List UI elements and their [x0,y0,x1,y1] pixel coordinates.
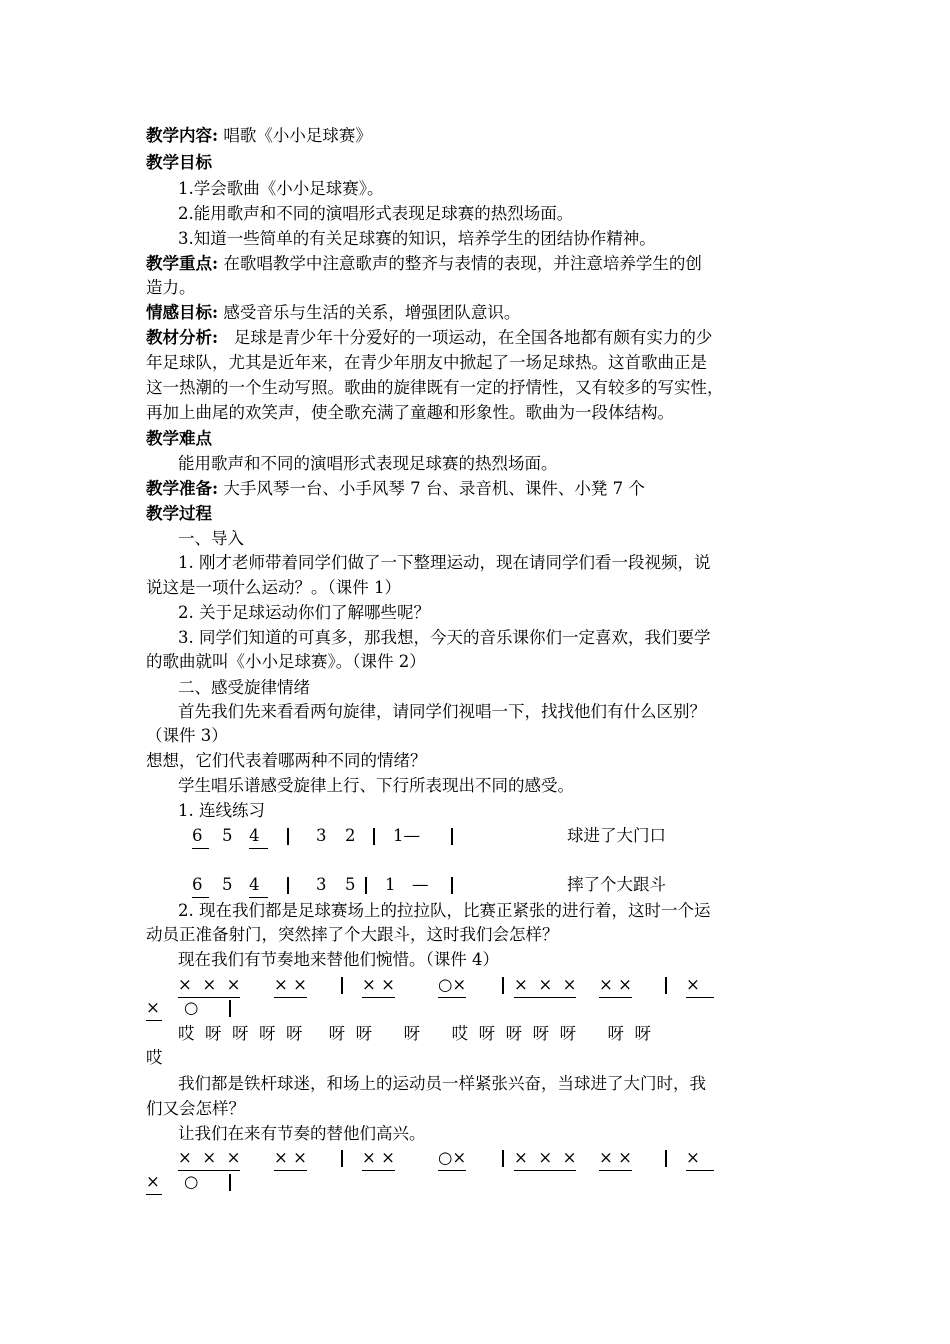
process-heading: 教学过程 [146,504,212,523]
exercise-title: 1. 连线练习 [178,801,265,820]
prep-text: 大手风琴一台、小手风琴 7 台、录音机、课件、小凳 7 个 [223,479,645,498]
melody-text: 球进了大门口 [567,826,666,845]
melody-note: 4 [249,873,268,898]
bar-line [229,1000,231,1017]
s1-q1-text: 1. 刚才老师带着同学们做了一下整理运动，现在请同学们看一段视频，说 [178,553,711,572]
rhythm-group: ○× [438,973,466,998]
lyrics-line-tail: 哎 [146,1048,163,1067]
bar-line [451,828,453,845]
rhythm-group: × × [599,1146,632,1171]
goal-item-2: 2.能用歌声和不同的演唱形式表现足球赛的热烈场面。 [178,204,574,223]
prep-label: 教学准备: [146,479,219,498]
rhythm-group: × × × [514,973,576,998]
melody-note: 3 [316,875,327,894]
rhythm-group: × × [599,973,632,998]
bar-line [341,977,343,994]
key-points-text-cont: 造力。 [146,278,196,297]
s1-q2-text: 2. 关于足球运动你们了解哪些呢？ [178,603,430,622]
rhythm-group: × × [274,973,307,998]
s2-p2-text: 想想，它们代表着哪两种不同的情绪？ [146,751,427,770]
rhythm-group: × × [362,973,395,998]
bar-line [451,877,453,894]
content-label: 教学内容: [146,126,219,145]
rhythm-group: × × [362,1146,395,1171]
key-points-label: 教学重点: [146,254,219,273]
melody-note: 5 [222,826,233,845]
melody-text: 摔了个大跟斗 [567,875,666,894]
section-1-title: 一、导入 [178,529,244,548]
analysis-text: 足球是青少年十分爱好的一项运动，在全国各地都有颇有实力的少 [223,328,713,347]
rhythm-group: × × × [178,973,240,998]
bar-line [287,828,289,845]
rhythm-group: × × × [514,1146,576,1171]
rhythm-group: ○× [438,1146,466,1171]
analysis-line [146,326,816,350]
key-points-text: 在歌唱教学中注意歌声的整齐与表情的表现，并注意培养学生的创 [223,254,702,273]
analysis-text-4: 再加上曲尾的欢笑声，使全歌充满了童趣和形象性。歌曲为一段体结构。 [146,403,674,422]
rhythm-group: × [146,1170,162,1195]
goal-item-1: 1.学会歌曲《小小足球赛》。 [178,179,384,198]
bar-line [665,1150,667,1167]
rhythm-group: × × [274,1146,307,1171]
key-points-line [146,252,816,276]
melody-note: 4 [249,824,268,849]
content-line [146,124,816,148]
rhythm-intro: 现在我们有节奏地来替他们惋惜。（课件 4） [178,950,499,969]
lyrics-line: 哎 呀 呀 呀 呀 呀 呀 呀 哎 呀 呀 呀 呀 呀 呀 [178,1024,652,1043]
goal-item-3: 3.知道一些简单的有关足球赛的知识，培养学生的团结协作精神。 [178,229,656,248]
emotion-text: 感受音乐与生活的关系，增强团队意识。 [223,303,521,322]
bar-line [502,1150,504,1167]
melody-note: 6 [192,873,209,898]
bar-line [341,1150,343,1167]
rhythm-rest: ○ [184,998,199,1017]
rhythm-group: × [686,973,714,998]
emotion-line [146,301,816,325]
content-value: 唱歌《小小足球赛》 [223,126,372,145]
difficulty-text: 能用歌声和不同的演唱形式表现足球赛的热烈场面。 [178,454,558,473]
melody-note: 5 [222,875,233,894]
s1-q1-text-cont: 说这是一项什么运动？。（课件 1） [146,578,401,597]
rhythm-group: × [146,996,162,1021]
s2-p3-text: 学生唱乐谱感受旋律上行、下行所表现出不同的感受。 [178,776,574,795]
rhythm-group: × × × [178,1146,240,1171]
emotion-label: 情感目标: [146,303,219,322]
melody-note: 3 [316,826,327,845]
analysis-label: 教材分析: [146,328,219,347]
bar-line [502,977,504,994]
s2-p1-text: 首先我们先来看看两句旋律，请同学们视唱一下，找找他们有什么区别？ [178,702,706,721]
bar-line [373,828,375,845]
s2-p4-text-cont: 们又会怎样？ [146,1099,245,1118]
difficulty-heading: 教学难点 [146,429,212,448]
melody-note: 1— [393,826,420,845]
bar-line [665,977,667,994]
melody-note: 1 [385,875,396,894]
s2-q2-text-cont: 动员正准备射门，突然摔了个大跟斗，这时我们会怎样？ [146,925,559,944]
s2-p4-text: 我们都是铁杆球迷，和场上的运动员一样紧张兴奋，当球进了大门时，我 [178,1074,706,1093]
s2-q2-text: 2. 现在我们都是足球赛场上的拉拉队，比赛正紧张的进行着，这时一个运 [178,901,711,920]
melody-note: 2 [345,826,356,845]
analysis-text-3: 这一热潮的一个生动写照。歌曲的旋律既有一定的抒情性，又有较多的写实性， [146,378,724,397]
s2-p1-text-cont: （课件 3） [146,726,228,745]
s1-q3-text: 3. 同学们知道的可真多，那我想，今天的音乐课你们一定喜欢，我们要学 [178,628,711,647]
rhythm-group: × [686,1146,714,1171]
bar-line [287,877,289,894]
rhythm-rest: ○ [184,1172,199,1191]
s2-p5-text: 让我们在来有节奏的替他们高兴。 [178,1124,426,1143]
melody-note: — [412,875,429,894]
s1-q3-text-cont: 的歌曲就叫《小小足球赛》。（课件 2） [146,652,426,671]
prep-line [146,477,816,501]
bar-line [365,877,367,894]
melody-note: 5 [345,875,356,894]
bar-line [229,1174,231,1191]
analysis-text-2: 年足球队，尤其是近年来，在青少年朋友中掀起了一场足球热。这首歌曲正是 [146,353,707,372]
section-2-title: 二、感受旋律情绪 [178,678,310,697]
goals-heading: 教学目标 [146,153,212,172]
melody-note: 6 [192,824,209,849]
